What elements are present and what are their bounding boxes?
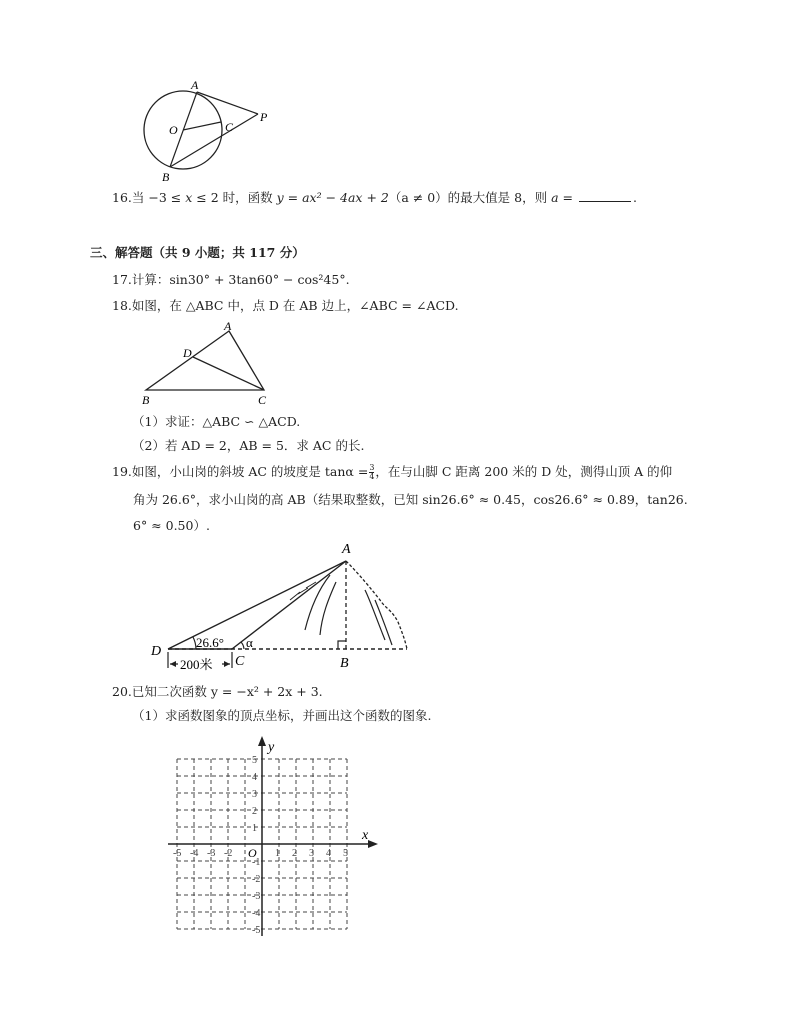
question-19-line-3: 6° ≈ 0.50）. [133,518,210,533]
question-20-part-1: （1）求函数图象的顶点坐标，并画出这个函数的图象. [132,708,432,723]
grid-labels [173,755,348,936]
label-c: C [258,393,267,407]
label-d: D [151,644,162,659]
y-tick-label: -4 [252,908,261,919]
y-tick-label: 2 [252,806,257,817]
y-tick-label: 4 [252,772,257,783]
label-b: B [162,170,170,184]
y-axis-label: y [268,740,275,755]
y-tick-label: 1 [252,823,257,834]
label-a: A [342,542,351,557]
y-tick-label: -5 [252,925,261,936]
x-tick-label: -4 [190,848,199,859]
label-b: B [340,656,349,671]
alpha-label: α [246,635,253,650]
x-tick-label: -3 [207,848,216,859]
question-19-line-2: 角为 26.6°，求小山岗的高 AB（结果取整数，已知 sin26.6° ≈ 0.45，cos26.6° ≈ 0.89，tan26. [133,492,688,507]
label-c: C [235,654,245,669]
label-o: O [169,123,178,137]
x-tick-label: 3 [309,848,314,859]
x-tick-label: 5 [343,848,348,859]
x-tick-label: -5 [173,848,182,859]
fraction-3-4: $\frac{3}{4}$ [369,463,375,481]
question-18-part-2: （2）若 AD = 2，AB = 5．求 AC 的长. [132,438,365,453]
x-tick-label: 1 [275,848,280,859]
label-a: A [224,319,232,333]
label-a: A [191,78,199,92]
x-axis-arrow [368,840,378,848]
label-p: P [260,110,268,124]
y-axis-arrow [258,736,266,746]
y-tick-label: -2 [252,874,261,885]
label-c: C [225,120,234,134]
question-19-line-1: 19.如图，小山岗的斜坡 AC 的坡度是 tanα = $\frac{3}{4}$ ，在与山脚 C 距离 200 米的 D 处，测得山顶 A 的仰 [112,463,673,481]
origin-label: O [248,846,257,860]
x-tick-label: 4 [326,848,331,859]
label-d: D [183,346,192,360]
x-axis-label: x [362,828,369,843]
y-tick-label: -3 [252,891,261,902]
x-tick-label: 2 [292,848,297,859]
section-3-title: 三、解答题（共 9 小题；共 117 分） [90,245,305,260]
question-16: 16.当 −3 ≤ x ≤ 2 时，函数 y = ax² − 4ax + 2（a ≠ 0）的最大值是 8，则 a = . [112,190,637,205]
angle-label: 26.6° [196,635,224,650]
x-tick-label: -2 [224,848,233,859]
label-b: B [142,393,150,407]
question-17: 17.计算：sin30° + 3tan60° − cos²45°. [112,272,350,287]
question-20: 20.已知二次函数 y = −x² + 2x + 3. [112,684,323,699]
question-18-part-1: （1）求证：△ABC ∽ △ACD. [132,414,301,429]
question-18: 18.如图，在 △ABC 中，点 D 在 AB 边上，∠ABC = ∠ACD. [112,298,459,313]
y-tick-label: -1 [252,857,261,868]
y-tick-label: 5 [252,755,257,766]
distance-label: 200米 [180,657,213,672]
y-tick-label: 3 [252,789,257,800]
